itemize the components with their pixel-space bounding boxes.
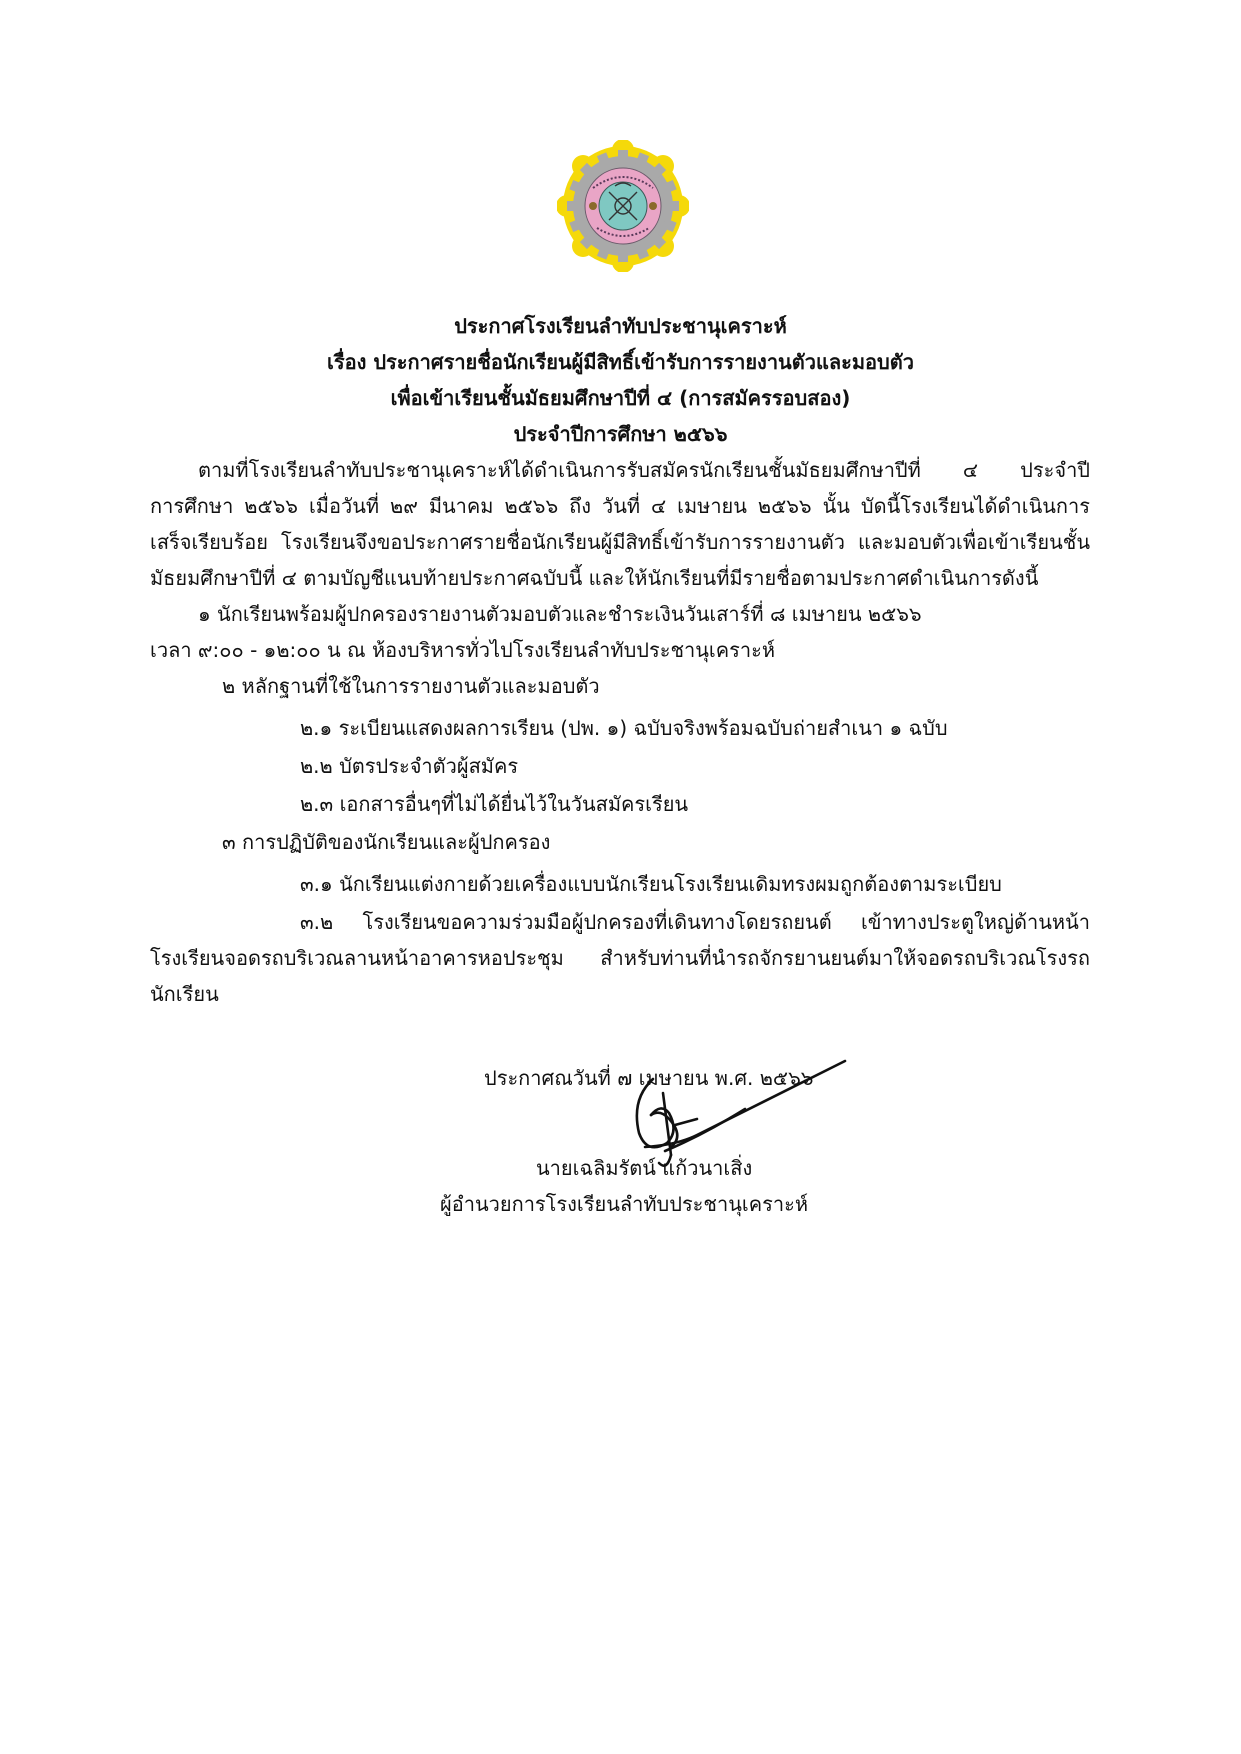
item-2-heading: ๒ หลักฐานที่ใช้ในการรายงานตัวและมอบตัว xyxy=(222,674,600,698)
announcement-title: ประกาศโรงเรียนลำทับประชานุเคราะห์ xyxy=(454,314,787,338)
school-seal-logo xyxy=(557,140,689,272)
item-3-heading: ๓ การปฏิบัติของนักเรียนและผู้ปกครอง xyxy=(222,830,551,854)
academic-year-heading: ประจำปีการศึกษา ๒๕๖๖ xyxy=(513,422,728,446)
intro-line-2: การศึกษา ๒๕๖๖ เมื่อวันที่ ๒๙ มีนาคม ๒๕๖๖ ถึง วันที่ ๔ เมษายน ๒๕๖๖ นั้น บัดนี้โรงเรียนได้ดำเนินการ xyxy=(150,494,1090,518)
item-2-2: ๒.๒ บัตรประจำตัวผู้สมัคร xyxy=(300,754,519,778)
item-3-2-line-1: ๓.๒ โรงเรียนขอความร่วมมือผู้ปกครองที่เดินทางโดยรถยนต์ เข้าทางประตูใหญ่ด้านหน้า xyxy=(300,910,1090,934)
intro-line-4: มัธยมศึกษาปีที่ ๔ ตามบัญชีแนบท้ายประกาศฉบับนี้ และให้นักเรียนที่มีรายชื่อตามประกาศดำเนินการดังนี้ xyxy=(150,566,1039,590)
signer-name: นายเฉลิมรัตน์ แก้วนาเสิ่ง xyxy=(536,1156,753,1180)
signer-position: ผู้อำนวยการโรงเรียนลำทับประชานุเคราะห์ xyxy=(440,1192,809,1216)
announcement-subject: เรื่อง ประกาศรายชื่อนักเรียนผู้มีสิทธิ์เข้ารับการรายงานตัวและมอบตัว xyxy=(327,350,914,374)
item-1-line-1: ๑ นักเรียนพร้อมผู้ปกครองรายงานตัวมอบตัวและชำระเงินวันเสาร์ที่ ๘ เมษายน ๒๕๖๖ xyxy=(198,602,922,626)
announcement-date: ประกาศณวันที่ ๗ เมษายน พ.ศ. ๒๕๖๖ xyxy=(484,1066,814,1090)
item-2-3: ๒.๓ เอกสารอื่นๆที่ไม่ได้ยื่นไว้ในวันสมัครเรียน xyxy=(300,792,689,816)
item-3-1: ๓.๑ นักเรียนแต่งกายด้วยเครื่องแบบนักเรียนโรงเรียนเดิมทรงผมถูกต้องตามระเบียบ xyxy=(300,872,1002,896)
item-1-line-2: เวลา ๙:๐๐ - ๑๒:๐๐ น ณ ห้องบริหารทั่วไปโรงเรียนลำทับประชานุเคราะห์ xyxy=(150,638,776,662)
item-3-2-line-3: นักเรียน xyxy=(150,982,219,1006)
item-3-2-line-2: โรงเรียนจอดรถบริเวณลานหน้าอาคารหอประชุม สำหรับท่านที่นำรถจักรยานยนต์มาให้จอดรถบริเวณโรงรถ xyxy=(150,946,1090,970)
item-2-1: ๒.๑ ระเบียนแสดงผลการเรียน (ปพ. ๑) ฉบับจริงพร้อมฉบับถ่ายสำเนา ๑ ฉบับ xyxy=(300,716,948,740)
intro-line-1: ตามที่โรงเรียนลำทับประชานุเคราะห์ได้ดำเนินการรับสมัครนักเรียนชั้นมัธยมศึกษาปีที่ ๔ ประจำปี xyxy=(198,458,1090,482)
announcement-subject-line2: เพื่อเข้าเรียนชั้นมัธยมศึกษาปีที่ ๔ (การสมัครรอบสอง) xyxy=(390,386,851,410)
intro-line-3: เสร็จเรียบร้อย โรงเรียนจึงขอประกาศรายชื่อนักเรียนผู้มีสิทธิ์เข้ารับการรายงานตัว และมอบตัวเพื่อเข้าเรียนชั้น xyxy=(150,530,1090,554)
